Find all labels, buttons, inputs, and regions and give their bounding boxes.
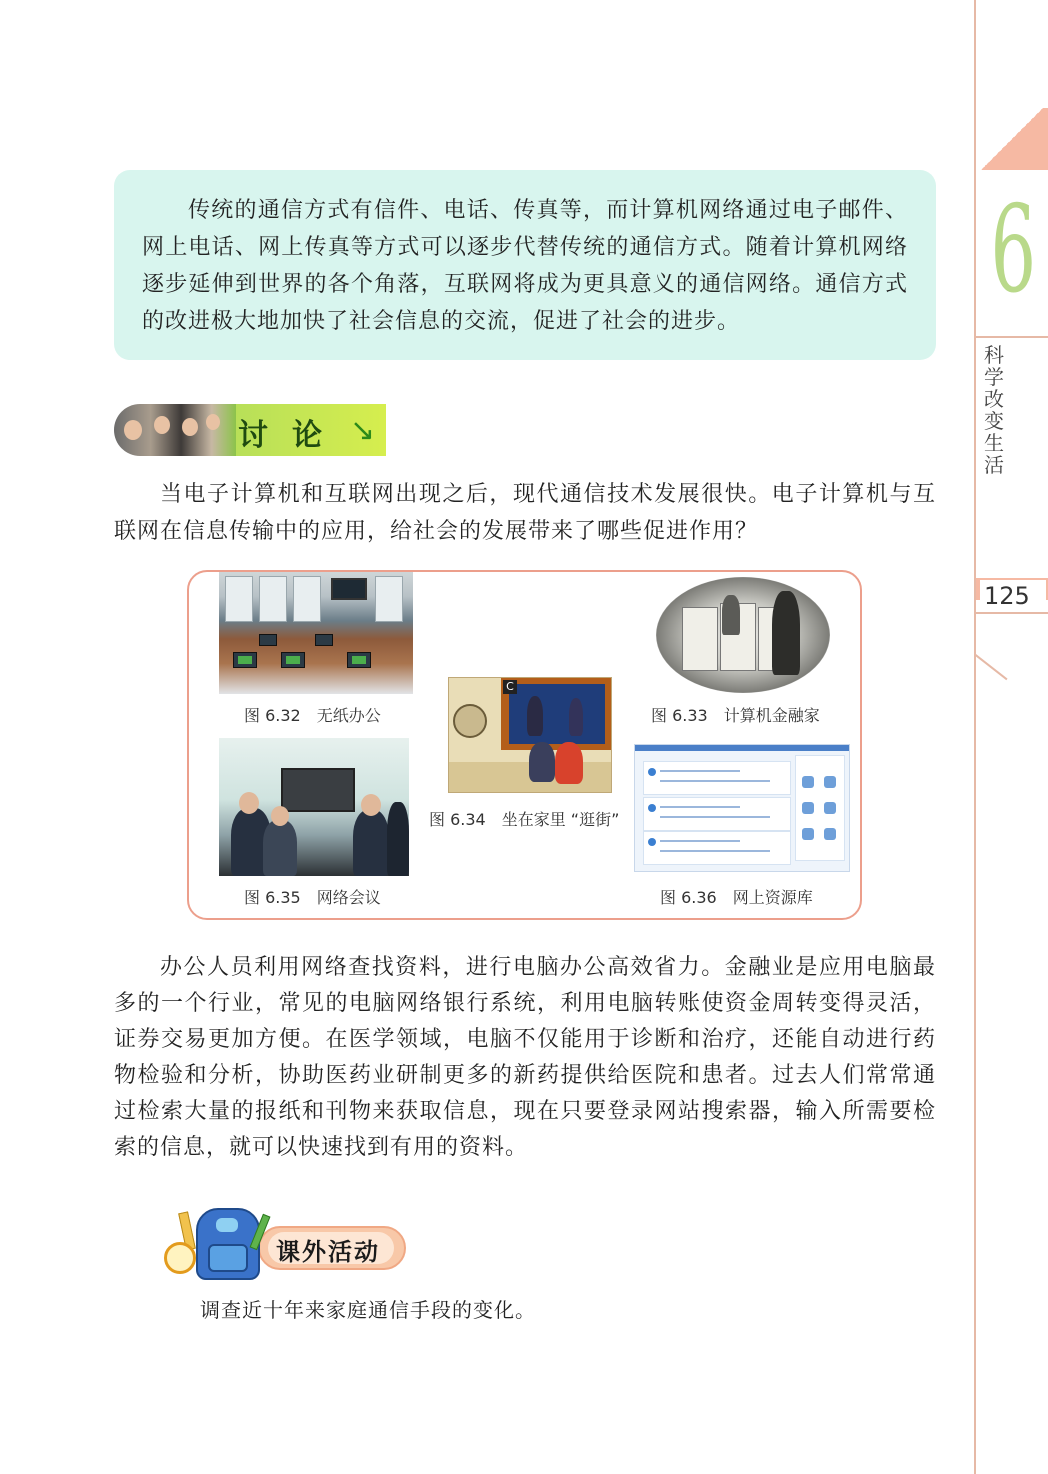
activity-title: 课外活动: [276, 1238, 380, 1266]
caption-fig-6-33: 图 6.33 计算机金融家: [651, 706, 820, 725]
margin-triangle-decoration: [976, 108, 1048, 170]
discussion-text-block: [114, 476, 936, 550]
caption-fig-6-34: 图 6.34 坐在家里 “逛街”: [429, 810, 620, 829]
chapter-title: 科学改变生活: [984, 343, 1004, 477]
activity-header: [162, 1206, 408, 1278]
body-text-block: [114, 950, 936, 1166]
photo-video-conference: [219, 738, 409, 876]
discussion-question: 当电子计算机和互联网出现之后，现代通信技术发展很快。电子计算机与互联网在信息传输中的应用，给社会的发展带来了哪些促进作用？: [114, 482, 936, 544]
photo-paperless-office: [219, 572, 413, 694]
page-tab-decoration: [976, 612, 1048, 686]
caption-fig-6-36: 图 6.36 网上资源库: [660, 888, 813, 907]
caption-fig-6-35: 图 6.35 网络会议: [244, 888, 381, 907]
chapter-number: 6: [990, 181, 1037, 320]
activity-text: 调查近十年来家庭通信手段的变化。: [200, 1298, 536, 1322]
tv-channel-logo: C: [503, 680, 517, 694]
photo-shopping-at-home: [448, 677, 612, 793]
discussion-title: 讨论: [238, 418, 346, 453]
photo-computer-banking: [656, 577, 830, 693]
page-number: 125: [980, 580, 1046, 612]
intro-box: [114, 170, 936, 360]
photo-online-resource-library: [634, 744, 850, 872]
discussion-photo: [114, 404, 236, 456]
caption-fig-6-32: 图 6.32 无纸办公: [244, 706, 381, 725]
alarm-clock-icon: [164, 1242, 196, 1274]
body-paragraph: 办公人员利用网络查找资料，进行电脑办公高效省力。金融业是应用电脑最多的一个行业，常见的电脑网络银行系统，利用电脑转账使资金周转变得灵活，证券交易更加方便。在医学领域，电脑不仅能用于诊断和治疗，还能自动进行药物检验和分析，协助医药业研制更多的新药提供给医院和患者。过去人们常常通过检索大量的报纸和刊物来获取信息，现在只要登录网站搜索器，输入所需要检索的信息，就可以快速找到有用的资料。: [114, 955, 936, 1160]
chapter-divider: [976, 336, 1048, 338]
arrow-down-right-icon: ↘: [350, 413, 376, 448]
discussion-header: [114, 404, 386, 456]
intro-paragraph: 传统的通信方式有信件、电话、传真等，而计算机网络通过电子邮件、网上电话、网上传真等方式可以逐步代替传统的通信方式。随着计算机网络逐步延伸到世界的各个角落，互联网将成为更具意义的通信网络。通信方式的改进极大地加快了社会信息的交流，促进了社会的进步。: [142, 198, 908, 334]
